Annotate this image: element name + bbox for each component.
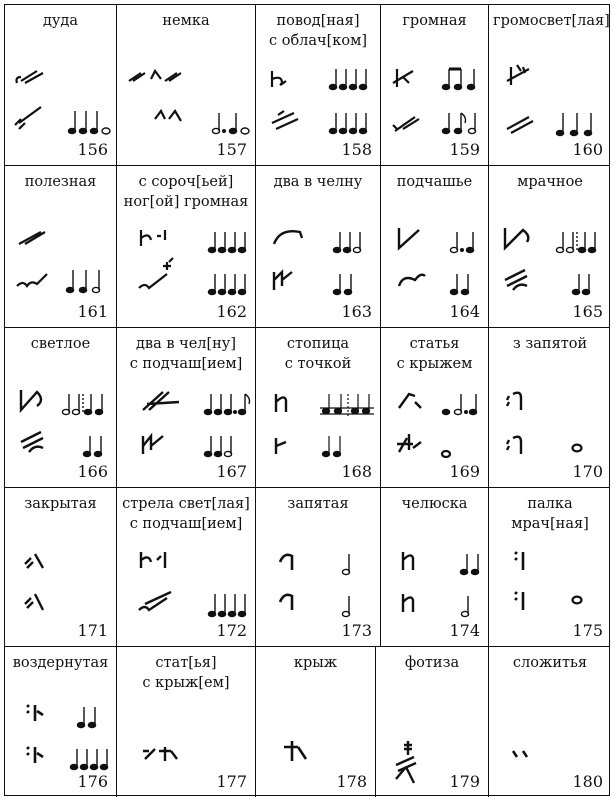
staff-notes-icon: [441, 390, 481, 460]
neume-sign-icon: [137, 226, 187, 296]
table-cell: [117, 647, 256, 797]
cell-title: немка: [162, 13, 210, 29]
sign-number: 168: [341, 462, 372, 481]
table-cell: [117, 488, 256, 646]
cell-title: воздернутая: [12, 655, 109, 671]
neume-sign-icon: [391, 65, 423, 137]
sign-number: 165: [572, 302, 603, 321]
sign-number: 162: [216, 302, 247, 321]
staff-notes-icon: [569, 440, 585, 456]
staff-notes-icon: [459, 550, 487, 620]
cell-title: два в челну: [273, 174, 363, 190]
sign-number: 172: [216, 621, 247, 640]
znamenny-sign-table: [4, 4, 610, 796]
staff-notes-icon: [203, 390, 255, 460]
neume-sign-icon: [503, 63, 539, 137]
sign-number: 166: [77, 462, 108, 481]
staff-notes-icon: [207, 592, 251, 620]
sign-number: 179: [449, 772, 480, 791]
table-cell: [376, 647, 489, 797]
sign-number: 161: [77, 302, 108, 321]
neume-sign-icon: [280, 739, 312, 767]
sign-number: 158: [341, 140, 372, 159]
table-cell: [5, 166, 117, 327]
table-cell: [117, 328, 256, 487]
cell-title: подчашье: [396, 174, 473, 190]
neume-sign-icon: [125, 63, 195, 133]
table-row: [5, 647, 609, 797]
neume-sign-icon: [141, 737, 181, 767]
neume-sign-icon: [276, 548, 300, 620]
staff-notes-icon: [449, 228, 483, 298]
sign-number: 164: [449, 302, 480, 321]
staff-notes-icon: [332, 228, 366, 298]
table-cell: [489, 488, 611, 646]
table-cell: [5, 488, 117, 646]
table-cell: [381, 5, 489, 165]
neume-sign-icon: [395, 388, 427, 460]
cell-title: два в чел[ну] с подчаш[ием]: [129, 336, 243, 372]
cell-title: громная: [402, 13, 467, 29]
staff-notes-icon: [69, 703, 113, 773]
neume-sign-icon: [509, 747, 533, 761]
table-cell: [5, 647, 117, 797]
neume-sign-icon: [501, 224, 537, 296]
staff-notes-icon: [211, 111, 251, 137]
sign-number: 169: [449, 462, 480, 481]
cell-title: статья с крыжем: [396, 336, 473, 372]
staff-notes-icon: [65, 268, 105, 296]
sign-number: 173: [341, 621, 372, 640]
sign-number: 167: [216, 462, 247, 481]
table-cell: [256, 5, 381, 165]
staff-notes-icon: [67, 107, 113, 137]
table-cell: [256, 647, 376, 797]
table-cell: [256, 488, 381, 646]
staff-notes-icon: [441, 67, 483, 137]
staff-notes-icon: [207, 228, 251, 298]
neume-sign-icon: [139, 390, 183, 460]
cell-title: полезная: [24, 174, 97, 190]
staff-notes-icon: [555, 111, 595, 139]
cell-title: з запятой: [512, 336, 588, 352]
table-cell: [117, 5, 256, 165]
table-cell: [489, 5, 611, 165]
table-cell: [381, 328, 489, 487]
cell-title: фотиза: [404, 655, 460, 671]
cell-title: запятая: [287, 496, 349, 512]
cell-title: с сороч[ьей] ног[ой] громная: [123, 174, 249, 210]
neume-sign-icon: [13, 63, 53, 133]
cell-title: дуда: [42, 13, 79, 29]
sign-number: 163: [341, 302, 372, 321]
sign-number: 180: [572, 772, 603, 791]
staff-notes-icon: [569, 592, 585, 608]
sign-number: 156: [77, 140, 108, 159]
cell-title: сложитья: [512, 655, 588, 671]
table-row: [5, 166, 609, 328]
neume-sign-icon: [392, 739, 424, 785]
sign-number: 170: [572, 462, 603, 481]
neume-sign-icon: [399, 548, 429, 620]
table-cell: [489, 647, 611, 797]
cell-title: стопица с точкой: [284, 336, 352, 372]
table-row: [5, 5, 609, 166]
staff-notes-icon: [340, 550, 358, 620]
neume-sign-icon: [511, 548, 531, 620]
sign-number: 178: [336, 772, 367, 791]
sign-number: 157: [216, 140, 247, 159]
cell-title: палка мрач[ная]: [511, 496, 589, 532]
table-cell: [489, 328, 611, 487]
staff-notes-icon: [555, 228, 601, 298]
sign-number: 177: [216, 772, 247, 791]
table-row: [5, 328, 609, 488]
cell-title: стат[ья] с крыж[ем]: [142, 655, 230, 691]
neume-sign-icon: [15, 224, 55, 294]
cell-title: громосвет[лая]: [493, 13, 610, 29]
cell-title: стрела свет[лая] с подчаш[ием]: [122, 496, 250, 532]
neume-sign-icon: [17, 386, 53, 458]
table-cell: [381, 488, 489, 646]
staff-notes-icon: [320, 390, 376, 460]
sign-number: 176: [77, 772, 108, 791]
table-cell: [256, 328, 381, 487]
cell-title: светлое: [30, 336, 91, 352]
neume-sign-icon: [270, 224, 310, 296]
staff-notes-icon: [61, 390, 111, 460]
sign-number: 160: [572, 140, 603, 159]
cell-title: крыж: [293, 655, 338, 671]
neume-sign-icon: [503, 388, 533, 460]
neume-sign-icon: [272, 390, 302, 460]
neume-sign-icon: [23, 548, 47, 620]
cell-title: челюска: [401, 496, 468, 512]
table-cell: [117, 166, 256, 327]
cell-title: повод[ная] с облач[ком]: [268, 13, 368, 49]
sign-number: 174: [449, 621, 480, 640]
cell-title: мрачное: [517, 174, 583, 190]
staff-notes-icon: [328, 67, 372, 137]
table-cell: [256, 166, 381, 327]
table-cell: [5, 5, 117, 165]
table-cell: [5, 328, 117, 487]
neume-sign-icon: [137, 548, 181, 620]
neume-sign-icon: [23, 701, 47, 775]
table-row: [5, 488, 609, 647]
sign-number: 171: [77, 621, 108, 640]
sign-number: 175: [572, 621, 603, 640]
table-cell: [381, 166, 489, 327]
neume-sign-icon: [268, 67, 308, 137]
table-cell: [489, 166, 611, 327]
neume-sign-icon: [395, 224, 429, 296]
cell-title: закрытая: [24, 496, 97, 512]
sign-number: 159: [449, 140, 480, 159]
